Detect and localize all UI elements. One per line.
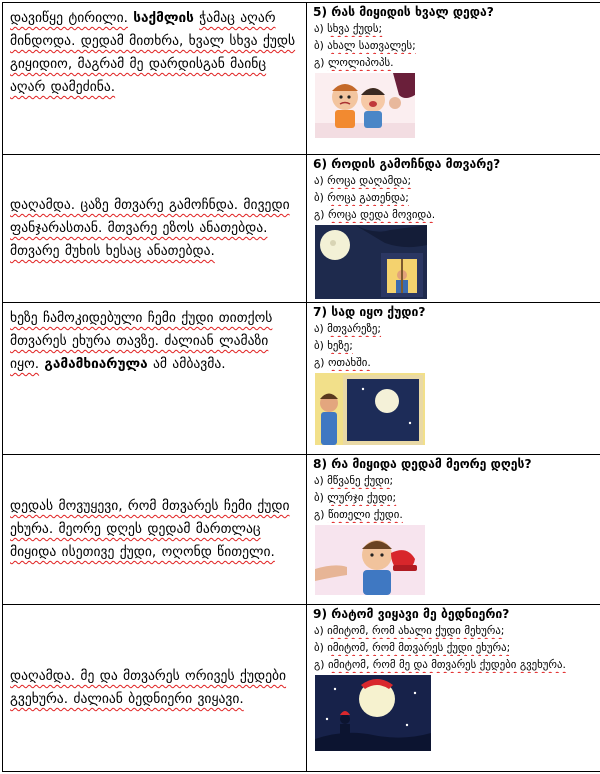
story-text: დაღამდა. მე და მთვარეს ორივეს ქუდები გვეხურა. ძალიან ბედნიერი ვიყავი. [10, 668, 287, 707]
question-title: 7) სად იყო ქუდი? [313, 305, 426, 319]
table-row [3, 3, 600, 155]
option-a[interactable]: ა) როცა დაღამდა; [314, 174, 412, 187]
story-cell [3, 303, 307, 455]
option-c[interactable]: გ) წითელი ქუდი. [314, 508, 403, 521]
story-text: დაღამდა. ცაზე მთვარე გამოჩნდა. მივედი ფანჯარასთან. მთვარე ეზოს ანათებდა. მთვარე მუხის ხესაც ანათებდა. [10, 197, 290, 259]
moon-window-illustration [315, 225, 427, 299]
table-row [3, 155, 600, 303]
option-b[interactable]: ბ) იმიტომ, რომ მთვარეს ქუდი ეხურა; [314, 641, 511, 654]
worksheet-table [2, 2, 600, 772]
moon-and-child-illustration [315, 675, 431, 751]
red-hat-gift-illustration [315, 525, 425, 595]
table-row [3, 455, 600, 605]
story-cell [3, 3, 307, 155]
question-cell [307, 455, 600, 605]
story-cell [3, 155, 307, 303]
option-a[interactable]: ა) მთვარეზე; [314, 322, 382, 335]
option-b[interactable]: ბ) როცა გათენდა; [314, 191, 409, 204]
option-c[interactable]: გ) ოთახში. [314, 356, 371, 369]
option-b[interactable]: ბ) ლურჯი ქუდი; [314, 491, 397, 504]
bold-word: საქმლის [133, 10, 194, 26]
option-c[interactable]: გ) ლოლიპოპს. [314, 56, 394, 69]
table-row [3, 303, 600, 455]
option-c[interactable]: გ) როცა დედა მოვიდა. [314, 208, 436, 221]
question-cell [307, 155, 600, 303]
option-b[interactable]: ბ) ახალ სათვალეს; [314, 39, 416, 52]
question-title: 5) რას მიყიდის ხვალ დედა? [313, 5, 494, 19]
story-text: ხეზე ჩამოკიდებული ჩემი ქუდი თითქოს მთვარეს ეხურა თავზე. ძალიან ლამაზი იყო. გამამხიარულა ამ ამბავმა. [10, 310, 273, 372]
question-title: 9) რატომ ვიყავი მე ბედნიერი? [313, 607, 510, 621]
boy-at-window-illustration [315, 373, 425, 445]
table-row [3, 605, 600, 772]
option-c[interactable]: გ) იმიტომ, რომ მე და მთვარეს ქუდები გვეხურა. [314, 658, 566, 671]
story-text: დედას მოვუყევი, რომ მთვარეს ჩემი ქუდი ეხურა. მეორე დღეს დედამ მართლაც მიყიდა ისეთივე ქუდი, ოღონდ წითელი. [10, 498, 290, 560]
bold-word: გამამხიარულა [44, 356, 148, 372]
story-text: დავიწყე ტირილი. საქმლის ჭამაც აღარ მინდოდა. დედამ მითხრა, ხვალ სხვა ქუდს გიყიდიო, მაგრამ მე დარდისგან მაინც აღარ დამეძინა. [10, 10, 296, 95]
story-cell [3, 605, 307, 772]
option-b[interactable]: ბ) ხეზე; [314, 339, 353, 352]
question-cell [307, 303, 600, 455]
question-cell [307, 3, 600, 155]
crying-children-illustration [315, 73, 415, 138]
question-title: 6) როდის გამოჩნდა მთვარე? [313, 157, 501, 171]
question-cell [307, 605, 600, 772]
option-a[interactable]: ა) სხვა ქუდს; [314, 22, 383, 35]
option-a[interactable]: ა) იმიტომ, რომ ახალი ქუდი მეხურა; [314, 624, 505, 637]
option-a[interactable]: ა) მწვანე ქუდი; [314, 474, 394, 487]
question-title: 8) რა მიყიდა დედამ მეორე დღეს? [313, 457, 532, 471]
story-cell [3, 455, 307, 605]
